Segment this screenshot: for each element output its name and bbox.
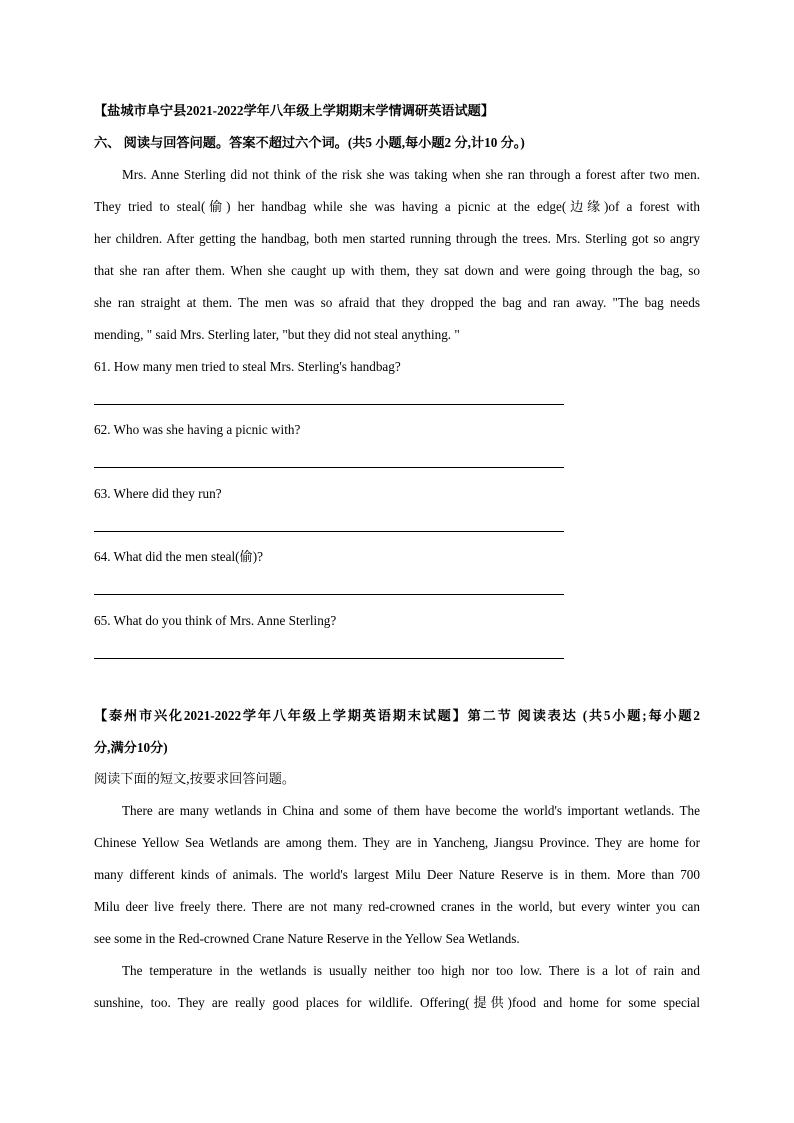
question-63: 63. Where did they run? [94,486,222,501]
section1-passage-line: she ran straight at them. The men was so afraid that they dropped the bag and ran away. "The bag needs [94,295,700,310]
section2-passage-line: The temperature in the wetlands is usually neither too high nor too low. There is a lot of rain and [122,963,700,978]
section1-passage-line: her children. After getting the handbag, both men started running through the trees. Mrs. Sterling got so angry [94,231,700,246]
section2-passage-line: sunshine, too. They are really good places for wildlife. Offering(提供)food and home for some special [94,995,700,1010]
section1-passage-line: Mrs. Anne Sterling did not think of the risk she was taking when she ran through a forest after two men. [122,167,700,182]
section2-source: 【泰州市兴化2021-2022学年八年级上学期英语期末试题】第二节 阅读表达 (共5小题;每小题2 [94,708,700,723]
section2-passage-line: many different kinds of animals. The world's largest Milu Deer Nature Reserve is in them. More than 700 [94,867,700,882]
section2-passage-line: There are many wetlands in China and some of them have become the world's important wetlands. The [122,803,700,818]
question-62: 62. Who was she having a picnic with? [94,422,301,437]
answer-line-64[interactable] [94,594,564,595]
answer-line-62[interactable] [94,467,564,468]
section1-passage-line: mending, " said Mrs. Sterling later, "but they did not steal anything. " [94,327,460,342]
question-61: 61. How many men tried to steal Mrs. Sterling's handbag? [94,359,401,374]
question-64: 64. What did the men steal(偷)? [94,549,263,564]
answer-line-63[interactable] [94,531,564,532]
section2-passage-line: see some in the Red-crowned Crane Nature Reserve in the Yellow Sea Wetlands. [94,931,520,946]
section1-source: 【盐城市阜宁县2021-2022学年八年级上学期期末学情调研英语试题】 [94,103,495,118]
section1-instruction: 六、 阅读与回答问题。答案不超过六个词。(共5 小题,每小题2 分,计10 分。) [94,135,525,150]
answer-line-65[interactable] [94,658,564,659]
answer-line-61[interactable] [94,404,564,405]
section2-passage-line: Milu deer live freely there. There are not many red-crowned cranes in the world, but every winter you can [94,899,700,914]
section1-passage-line: They tried to steal(偷) her handbag while she was having a picnic at the edge(边缘)of a forest with [94,199,700,214]
section2-passage-line: Chinese Yellow Sea Wetlands are among them. They are in Yancheng, Jiangsu Province. They are home for [94,835,700,850]
section1-passage-line: that she ran after them. When she caught up with them, they sat down and were going through the bag, so [94,263,700,278]
section2-source-cont: 分,满分10分) [94,740,168,755]
question-65: 65. What do you think of Mrs. Anne Sterling? [94,613,337,628]
section2-instruction: 阅读下面的短文,按要求回答问题。 [94,771,296,786]
